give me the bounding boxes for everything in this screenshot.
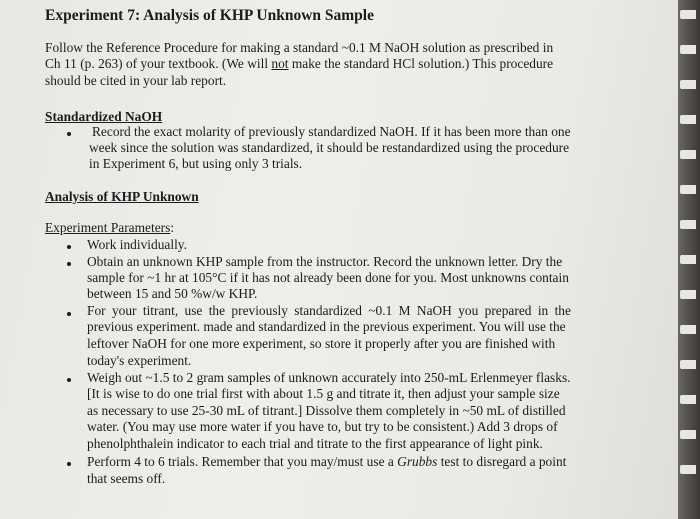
list-item-line: leftover NaOH for one more experiment, so store it properly after you are finished with <box>87 336 556 351</box>
intro-line: should be cited in your lab report. <box>45 73 227 88</box>
grubbs-term: Grubbs <box>397 454 438 469</box>
list-item-line: Record the exact molarity of previously standardized NaOH. If it has been more than one <box>92 124 571 139</box>
list-item-line: today's experiment. <box>87 353 192 368</box>
list-item-line: water. (You may use more water if you have to, but try to be consistent.) Add 3 drops of <box>87 419 558 434</box>
bullet <box>67 378 71 382</box>
bullet <box>67 262 71 266</box>
intro-line: Follow the Reference Procedure for making a standard ~0.1 M NaOH solution as prescribed in <box>45 40 554 55</box>
bullet <box>67 312 71 316</box>
list-item-line <box>87 454 566 470</box>
document-title: Experiment 7: Analysis of KHP Unknown Sample <box>45 7 374 24</box>
bullet <box>67 245 71 249</box>
list-item-line: in Experiment 6, but using only 3 trials. <box>89 156 303 171</box>
list-item-line: week since the solution was standardized, it should be restandardized using the procedure <box>89 140 570 155</box>
list-item-line: that seems off. <box>87 471 166 486</box>
list-item-line: as necessary to use 25-30 mL of titrant.] Dissolve them completely in ~50 mL of distilled <box>87 403 566 418</box>
text: : <box>170 220 175 235</box>
text: Ch 11 (p. 263) of your textbook. (We will <box>45 56 272 71</box>
list-item-line: sample for ~1 hr at 105°C if it has not already been done for you. Most unknowns contain <box>87 270 569 285</box>
bullet <box>67 132 71 136</box>
list-item-line: [It is wise to do one trial first with about 1.5 g and titrate it, then adjust your sample size <box>87 386 560 401</box>
section-heading-analysis: Analysis of KHP Unknown <box>45 189 199 204</box>
emphasis-not: not <box>271 56 289 71</box>
list-item-line: Work individually. <box>87 237 187 252</box>
list-item-line: For your titrant, use the previously standardized ~0.1 M NaOH you prepared in the <box>87 303 571 318</box>
page-edge-stack <box>678 0 700 519</box>
list-item-line: previous experiment. made and standardized in the previous experiment. You will use the <box>87 319 566 334</box>
list-item-line: Weigh out ~1.5 to 2 gram samples of unknown accurately into 250-mL Erlenmeyer flasks. <box>87 370 571 385</box>
section-heading-standardized: Standardized NaOH <box>45 109 163 124</box>
text: Experiment Parameters <box>45 220 171 235</box>
text: test to disregard a point <box>437 454 567 469</box>
list-item-line: phenolphthalein indicator to each trial and titrate to the first appearance of light pink. <box>87 436 543 451</box>
text: make the standard HCl solution.) This procedure <box>288 56 554 71</box>
list-item-line: between 15 and 50 %w/w KHP. <box>87 286 258 301</box>
bullet <box>67 462 71 466</box>
params-label <box>45 220 174 236</box>
list-item-line: Obtain an unknown KHP sample from the instructor. Record the unknown letter. Dry the <box>87 254 563 269</box>
text: Perform 4 to 6 trials. Remember that you may/must use a <box>87 454 398 469</box>
intro-line <box>45 56 553 72</box>
